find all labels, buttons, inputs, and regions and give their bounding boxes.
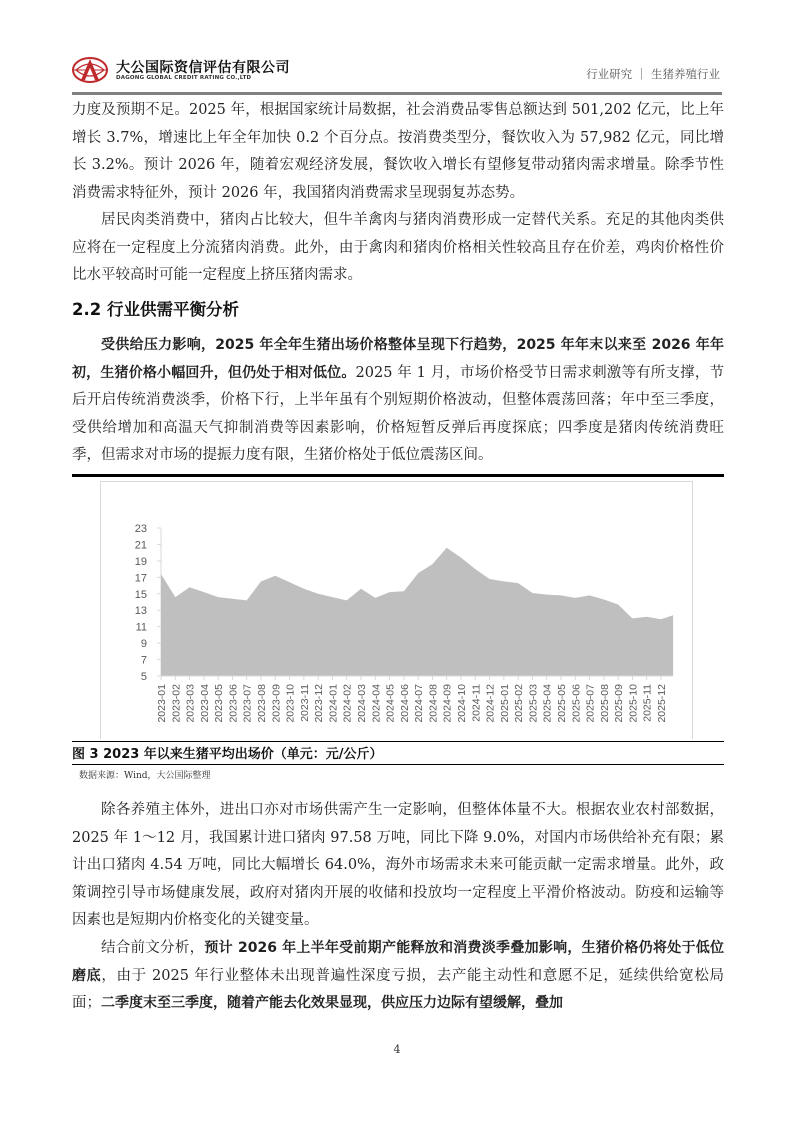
price-area-chart xyxy=(101,482,692,739)
x-tick-label: 2024-10 xyxy=(456,684,468,723)
x-tick-label: 2024-08 xyxy=(427,684,440,723)
caption-bottom-rule xyxy=(72,764,724,765)
x-tick-label: 2023-02 xyxy=(170,684,183,723)
x-tick-label: 2023-03 xyxy=(184,684,197,723)
x-tick-label: 2023-08 xyxy=(256,684,268,723)
paragraph-text: 结合前文分析， xyxy=(101,940,205,956)
x-tick-label: 2024-12 xyxy=(484,684,497,723)
y-tick-label: 19 xyxy=(134,555,147,568)
figure-source: 数据来源：Wind，大公国际整理 xyxy=(79,771,211,781)
section-title: 2.2 行业供需平衡分析 xyxy=(72,300,239,319)
page-number: 4 xyxy=(393,1043,401,1056)
paragraph-supply-pressure xyxy=(72,332,724,470)
y-tick-label: 7 xyxy=(140,654,147,667)
paragraph-text: 力度及预期不足。2025 年，根据国家统计局数据，社会消费品零售总额达到 501,202 亿元，比上年增长 3.7%，增速比上年全年加快 0.2 个百分点。按消费类型分，餐饮收入为 57,982 亿元，同比增长 3.2%。预计 2026 年，随着宏观经济发展，餐饮收入增长有望修复带动猪肉需求增量。除季节性消费需求特征外，预计 2026 年，我国猪肉消费需求呈现弱复苏态势。 xyxy=(72,102,724,201)
x-tick-label: 2023-12 xyxy=(313,684,326,723)
page-header xyxy=(72,54,722,90)
paragraph-trade xyxy=(72,797,724,935)
paragraph-outlook xyxy=(72,935,724,1018)
chart-container xyxy=(100,481,693,739)
x-tick-label: 2023-01 xyxy=(156,684,168,723)
y-tick-label: 15 xyxy=(134,588,147,601)
y-axis xyxy=(135,523,161,683)
x-tick-label: 2025-02 xyxy=(513,684,526,723)
y-tick-label: 17 xyxy=(134,572,147,585)
y-tick-label: 13 xyxy=(134,605,147,618)
x-tick-label: 2025-10 xyxy=(627,684,640,723)
paragraph-bold-text: 预计 2026 年上半年受前期产能释放和消费淡季叠加影响，生猪价格仍将处于低位磨底 xyxy=(72,940,724,984)
y-tick-label: 5 xyxy=(140,671,147,683)
x-tick-label: 2025-09 xyxy=(613,684,626,723)
x-tick-label: 2024-09 xyxy=(441,684,454,723)
x-tick-label: 2025-01 xyxy=(498,684,511,723)
dagong-logo-icon xyxy=(72,56,108,84)
x-tick-label: 2024-04 xyxy=(370,684,383,723)
figure-caption: 图 3 2023 年以来生猪平均出场价（单元：元/公斤） xyxy=(72,747,383,762)
paragraph-bold-text: 二季度末至三季度，随着产能去化效果显现，供应压力边际有望缓解，叠加 xyxy=(101,995,563,1012)
header-divider xyxy=(72,92,722,95)
x-tick-label: 2024-07 xyxy=(413,684,426,723)
x-tick-label: 2023-06 xyxy=(227,684,240,723)
x-tick-label: 2024-01 xyxy=(327,684,340,723)
paragraph-text: 居民肉类消费中，猪肉占比较大，但牛羊禽肉与猪肉消费形成一定替代关系。充足的其他肉类供应将在一定程度上分流猪肉消费。此外，由于禽肉和猪肉价格相关性较高且存在价差，鸡肉价格性价比水平较高时可能一定程度上挤压猪肉需求。 xyxy=(72,212,724,284)
x-tick-label: 2024-05 xyxy=(384,684,397,723)
x-tick-label: 2025-07 xyxy=(584,684,597,723)
company-name-en: DAGONG GLOBAL CREDIT RATING CO.,LTD xyxy=(116,75,252,81)
x-tick-label: 2024-02 xyxy=(341,684,354,723)
paragraph-text: 除各养殖主体外，进出口亦对市场供需产生一定影响，但整体体量不大。根据农业农村部数据，2025 年 1～12 月，我国累计进口猪肉 97.58 万吨，同比下降 9.0%，对国内市场供给补充有限；累计出口猪肉 4.54 万吨，同比大幅增长 64.0%，海外市场需求未来可能贡献一定需求增量。此外，政策调控引导市场健康发展，政府对猪肉开展的收储和投放均一定程度上平滑价格波动。防疫和运输等因素也是短期内价格变化的关键变量。 xyxy=(72,802,724,929)
y-tick-label: 23 xyxy=(134,523,147,535)
x-tick-label: 2025-11 xyxy=(641,684,654,722)
x-tick-label: 2025-04 xyxy=(541,684,554,723)
x-tick-label: 2024-11 xyxy=(470,684,483,722)
x-tick-label: 2025-06 xyxy=(570,684,583,723)
report-category: 行业研究 ｜ 生猪养殖行业 xyxy=(586,67,720,81)
x-tick-label: 2023-10 xyxy=(284,684,297,723)
x-tick-label: 2023-09 xyxy=(270,684,283,723)
y-tick-label: 11 xyxy=(135,621,147,634)
x-tick-label: 2025-08 xyxy=(598,684,611,723)
x-tick-label: 2023-04 xyxy=(198,684,211,723)
area-layer xyxy=(161,548,673,676)
x-tick-label: 2023-05 xyxy=(213,684,226,723)
y-tick-label: 9 xyxy=(140,638,147,651)
price-area-series xyxy=(161,548,673,676)
caption-top-rule xyxy=(72,741,724,742)
company-name-cn: 大公国际资信评估有限公司 xyxy=(116,60,290,76)
x-tick-label: 2025-12 xyxy=(656,684,668,723)
x-tick-label: 2025-05 xyxy=(556,684,568,723)
x-tick-label: 2023-11 xyxy=(298,684,311,722)
x-tick-label: 2024-06 xyxy=(398,684,411,723)
paragraph-bold-text: 受供给压力影响，2025 年全年生猪出场价格整体呈现下行趋势，2025 年年末以来至 2026 年年初，生猪价格小幅回升，但仍处于相对低位。 xyxy=(72,337,724,381)
paragraph-substitution xyxy=(72,207,724,290)
y-tick-label: 21 xyxy=(134,539,147,552)
x-axis xyxy=(156,676,673,723)
x-tick-label: 2024-03 xyxy=(356,684,368,723)
paragraph-text: ，由于 2025 年行业整体未出现普遍性深度亏损，去产能主动性和意愿不足，延续供给宽松局面； xyxy=(72,967,724,1012)
x-tick-label: 2025-03 xyxy=(527,684,540,723)
x-tick-label: 2023-07 xyxy=(241,684,254,723)
figure-top-rule xyxy=(72,474,724,477)
paragraph-consumption xyxy=(72,97,724,207)
paragraph-text: 2025 年 1 月，市场价格受节日需求刺激等有所支撑，节后开启传统消费淡季，价格下行，上半年虽有个别短期价格波动，但整体震荡回落；年中至三季度，受供给增加和高温天气抑制消费等因素影响，价格短暂反弹后再度探底；四季度是猪肉传统消费旺季，但需求对市场的提振力度有限，生猪价格处于低位震荡区间。 xyxy=(72,364,725,464)
